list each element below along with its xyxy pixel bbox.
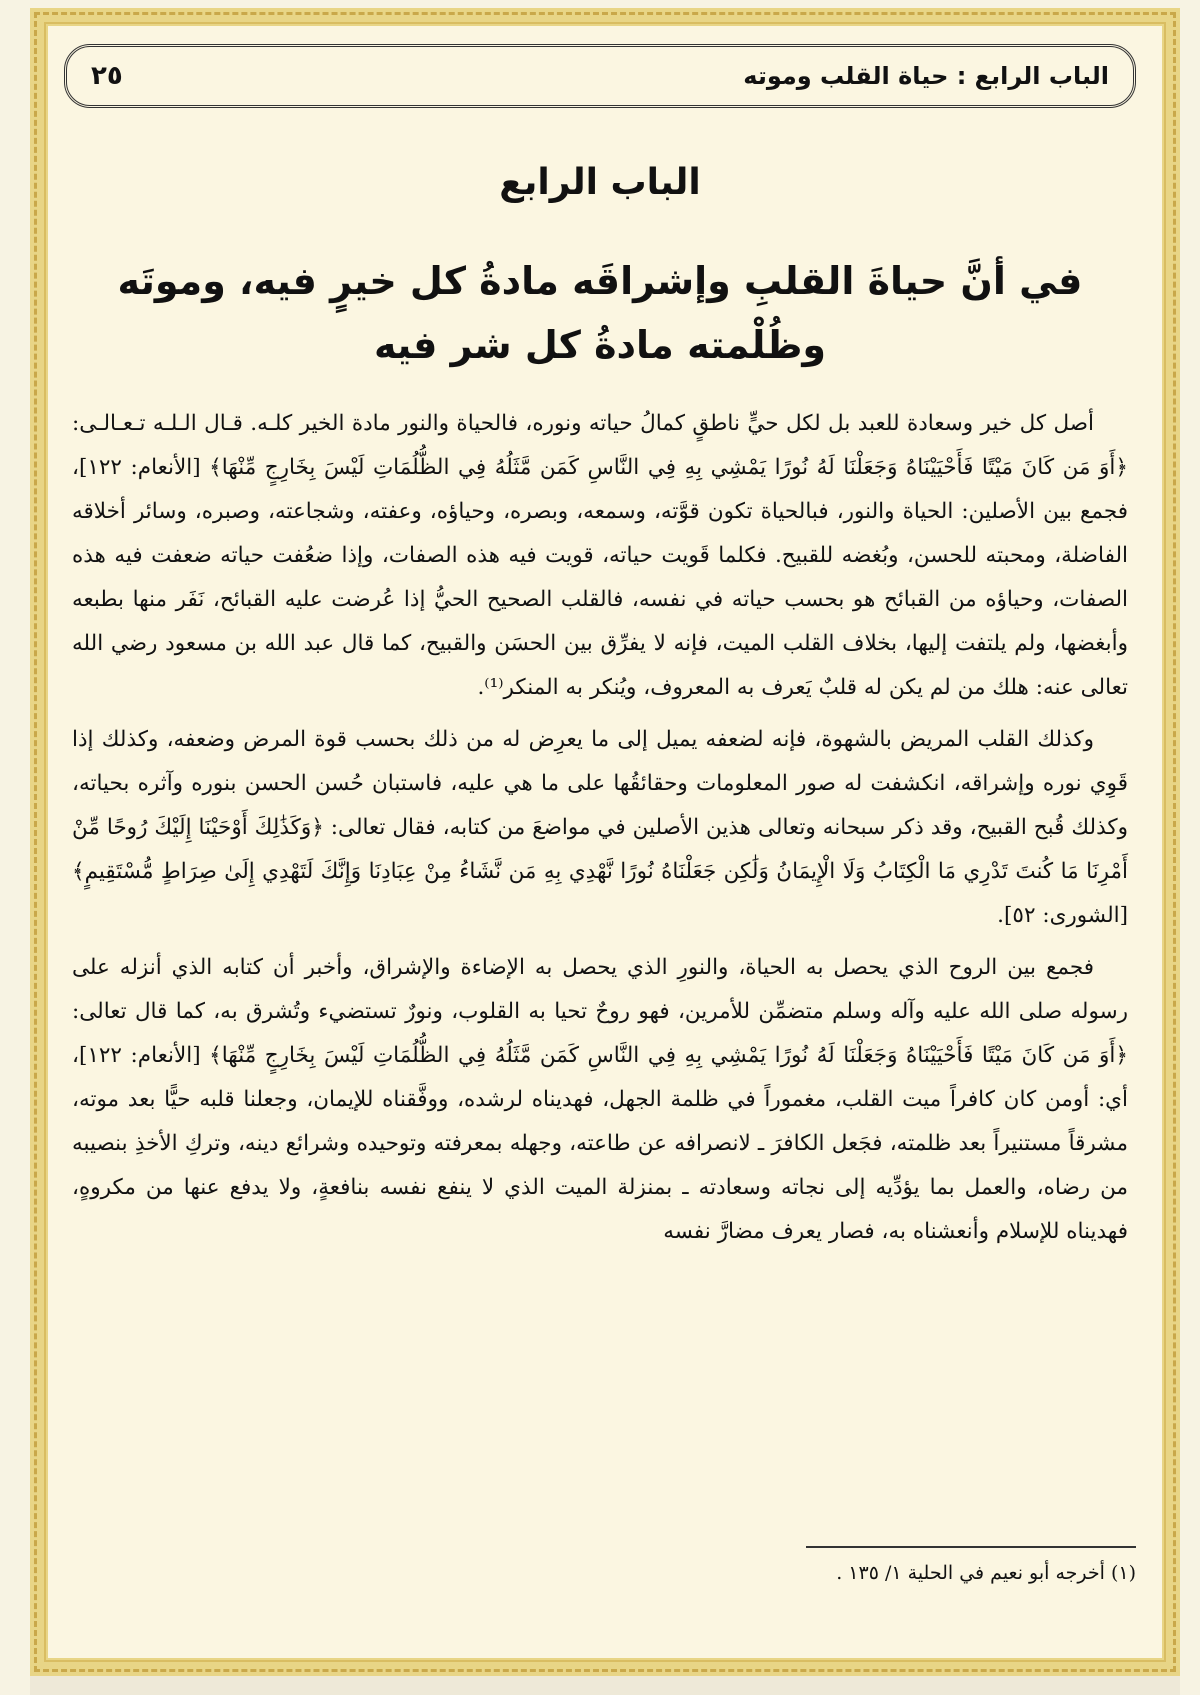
page-number: ٢٥: [91, 61, 123, 91]
paragraph-1: أصل كل خير وسعادة للعبد بل لكل حيٍّ ناطقٍ كمالُ حياته ونوره، فالحياة والنور مادة الخير كلـه. قـال الـلـه تـعـالـى: ﴿أَوَ مَن كَانَ مَيْتًا فَأَحْيَيْنَاهُ وَجَعَلْنَا لَهُ نُورًا يَمْشِي بِهِ فِي النَّاسِ كَمَن مَّثَلُهُ فِي الظُّلُمَاتِ لَيْسَ بِخَارِجٍ مِّنْهَا﴾ [الأنعام: ١٢٢]، فجمع بين الأصلين: الحياة والنور، فبالحياة تكون قوَّته، وسمعه، وبصره، وحياؤه، وعفته، وشجاعته، وصبره، وسائر أخلاقه الفاضلة، ومحبته للحسن، وبُغضه للقبيح. فكلما قَويت حياته، قويت فيه هذه الصفات، وإذا ضعُفت حياته ضعفت فيه هذه الصفات، وحياؤه من القبائح هو بحسب حياته في نفسه، فالقلب الصحيح الحيُّ إذا عُرضت عليه القبائح، نَفَر منها بطبعه وأبغضها، ولم يلتفت إليها، بخلاف القلب الميت، فإنه لا يفرِّق بين الحسَن والقبيح، كما قال عبد الله بن مسعود رضي الله تعالى عنه: هلك من لم يكن له قلبٌ يَعرف به المعروف، ويُنكر به المنكر⁽¹⁾.: [72, 411, 1128, 700]
page-bottom-edge: [30, 1676, 1180, 1695]
chapter-title-line-1: في أنَّ حياةَ القلبِ وإشراقَه مادةُ كل خيرٍ فيه، وموتَه: [117, 259, 1083, 303]
chapter-title-line-2: وظُلْمته مادةُ كل شر فيه: [373, 323, 827, 367]
chapter-label: الباب الرابع: [499, 162, 701, 203]
paragraph-2: وكذلك القلب المريض بالشهوة، فإنه لضعفه يميل إلى ما يعرِض له من ذلك بحسب قوة المرض وضعفه، وكذلك إذا قَوِي نوره وإشراقه، انكشفت له صور المعلومات وحقائقُها على ما هي عليه، فاستبان حُسن الحسن بنوره وآثره بحياته، وكذلك قُبح القبيح، وقد ذكر سبحانه وتعالى هذين الأصلين في مواضعَ من كتابه، فقال تعالى: ﴿وَكَذَٰلِكَ أَوْحَيْنَا إِلَيْكَ رُوحًا مِّنْ أَمْرِنَا مَا كُنتَ تَدْرِي مَا الْكِتَابُ وَلَا الْإِيمَانُ وَلَٰكِن جَعَلْنَاهُ نُورًا نَّهْدِي بِهِ مَن نَّشَاءُ مِنْ عِبَادِنَا وَإِنَّكَ لَتَهْدِي إِلَىٰ صِرَاطٍ مُّسْتَقِيمٍ﴾ [الشورى: ٥٢].: [72, 727, 1128, 928]
body-text: [72, 402, 1128, 1262]
page-content: [64, 44, 1136, 1644]
chapter-title: [64, 249, 1136, 377]
running-title: الباب الرابع : حياة القلب وموته: [743, 62, 1109, 90]
running-header: [64, 44, 1136, 108]
footnote-divider: [806, 1546, 1136, 1548]
paragraph-3: فجمع بين الروح الذي يحصل به الحياة، والنورِ الذي يحصل به الإضاءة والإشراق، وأخبر أن كتابه الذي أنزله على رسوله صلى الله عليه وآله وسلم متضمِّن للأمرين، فهو روحٌ تحيا به القلوب، ونورٌ تستضيء وتُشرق به، كما قال تعالى: ﴿أَوَ مَن كَانَ مَيْتًا فَأَحْيَيْنَاهُ وَجَعَلْنَا لَهُ نُورًا يَمْشِي بِهِ فِي النَّاسِ كَمَن مَّثَلُهُ فِي الظُّلُمَاتِ لَيْسَ بِخَارِجٍ مِّنْهَا﴾ [الأنعام: ١٢٢]، أي: أومن كان كافراً ميت القلب، مغموراً في ظلمة الجهل، فهديناه لرشده، ووفَّقناه للإيمان، وجعلنا قلبه حيًّا بعد موته، مشرقاً مستنيراً بعد ظلمته، فجَعل الكافرَ ـ لانصرافه عن طاعته، وجهله بمعرفته وتوحيده وشرائع دينه، وتركِ الأخذِ بنصيبه من رضاه، والعمل بما يؤدِّيه إلى نجاته وسعادته ـ بمنزلة الميت الذي لا ينفع نفسه بنافعةٍ، ولا يدفع عنها من مكروهٍ، فهديناه للإسلام وأنعشناه به، فصار يعرف مضارَّ نفسه: [72, 955, 1128, 1244]
footnote: (١) أخرجه أبو نعيم في الحلية ١/ ١٣٥ .: [836, 1562, 1136, 1584]
